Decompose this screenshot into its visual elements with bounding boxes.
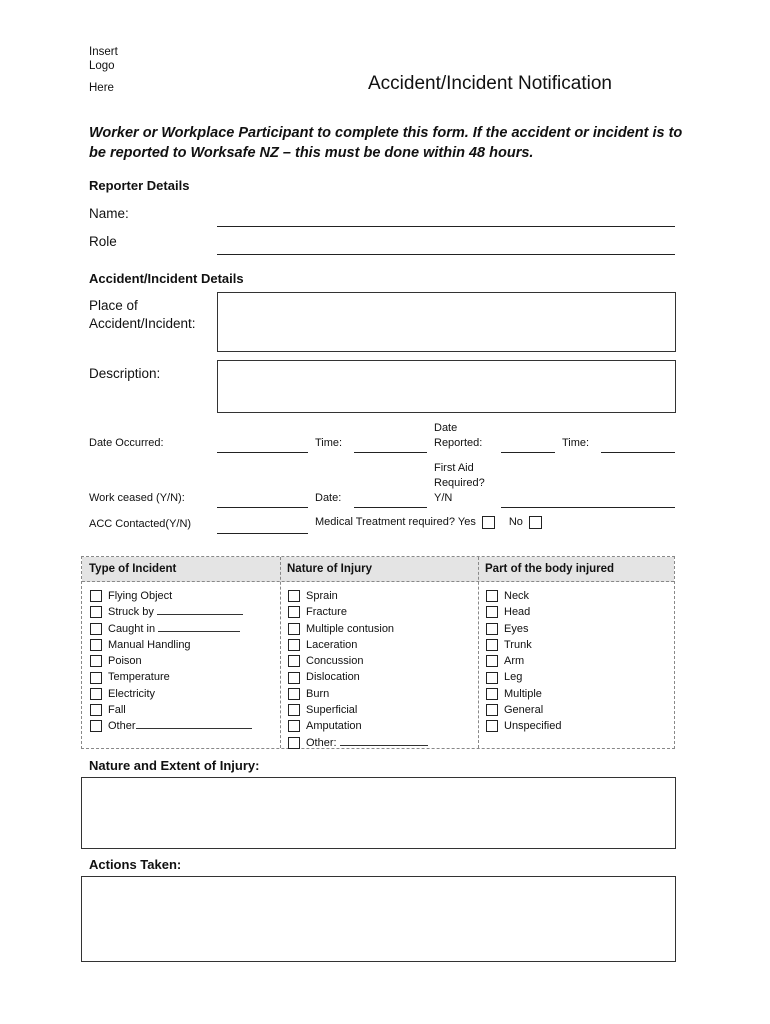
name-field[interactable] <box>217 226 675 227</box>
date-reported-label <box>434 421 482 450</box>
checkbox[interactable] <box>288 720 300 732</box>
checkbox[interactable] <box>90 606 102 618</box>
reporter-heading: Reporter Details <box>89 178 190 193</box>
page-title: Accident/Incident Notification <box>368 73 612 94</box>
checkbox[interactable] <box>486 623 498 635</box>
instruction-text: Worker or Workplace Participant to complete this form. If the accident or incident is to be reported to Worksafe NZ – this must be done within 48 hours. <box>89 125 683 161</box>
checkbox[interactable] <box>486 720 498 732</box>
list-item[interactable]: Flying Object <box>90 588 252 604</box>
list-item[interactable]: Electricity <box>90 686 252 702</box>
checkbox[interactable] <box>288 639 300 651</box>
date-occurred-field[interactable] <box>217 452 308 453</box>
checkbox[interactable] <box>486 688 498 700</box>
time-label-1: Time: <box>315 437 343 449</box>
list-item[interactable]: Eyes <box>486 621 561 637</box>
role-field[interactable] <box>217 254 675 255</box>
injury-classification-table <box>81 556 675 749</box>
checkbox[interactable] <box>90 639 102 651</box>
work-ceased-field[interactable] <box>217 507 308 508</box>
other-injury-blank[interactable] <box>340 735 428 746</box>
checkbox[interactable] <box>90 623 102 635</box>
checkbox[interactable] <box>90 672 102 684</box>
checkbox[interactable] <box>486 655 498 667</box>
first-aid-line-1: First Aid <box>434 462 474 474</box>
checkbox[interactable] <box>288 704 300 716</box>
checkbox[interactable] <box>288 606 300 618</box>
checkbox[interactable] <box>90 720 102 732</box>
place-label-line-2: Accident/Incident: <box>89 316 196 331</box>
list-item[interactable]: Sprain <box>288 588 428 604</box>
date-reported-line-2: Reported: <box>434 437 483 449</box>
checkbox[interactable] <box>486 704 498 716</box>
logo-line-1: Insert <box>89 46 118 58</box>
column-divider <box>280 557 281 748</box>
list-item[interactable]: Laceration <box>288 637 428 653</box>
role-label: Role <box>89 234 117 249</box>
checkbox[interactable] <box>288 688 300 700</box>
time-label-2: Time: <box>562 437 590 449</box>
list-item[interactable]: Arm <box>486 653 561 669</box>
list-item[interactable]: Amputation <box>288 718 428 734</box>
column-divider <box>478 557 479 748</box>
first-aid-label <box>434 461 485 506</box>
acc-contacted-field[interactable] <box>217 533 308 534</box>
list-item[interactable]: Struck by <box>90 604 252 620</box>
acc-contacted-label: ACC Contacted(Y/N) <box>89 518 192 530</box>
checkbox[interactable] <box>486 672 498 684</box>
first-aid-line-2: Required? <box>434 477 485 489</box>
list-item[interactable]: Dislocation <box>288 669 428 685</box>
list-item[interactable]: Manual Handling <box>90 637 252 653</box>
first-aid-line-3: Y/N <box>434 492 453 504</box>
checkbox[interactable] <box>486 639 498 651</box>
caught-in-blank[interactable] <box>158 621 240 632</box>
list-item[interactable]: Other: <box>288 735 428 751</box>
checkbox[interactable] <box>90 688 102 700</box>
list-item[interactable]: General <box>486 702 561 718</box>
list-item[interactable]: Caught in <box>90 621 252 637</box>
list-item[interactable]: Unspecified <box>486 718 561 734</box>
description-field[interactable] <box>217 360 676 413</box>
list-item[interactable]: Multiple <box>486 686 561 702</box>
checkbox[interactable] <box>288 623 300 635</box>
logo-line-2: Logo <box>89 60 115 72</box>
logo-placeholder <box>89 45 118 95</box>
other-incident-blank[interactable] <box>136 718 252 729</box>
date-occurred-label: Date Occurred: <box>89 437 164 449</box>
medical-treatment-row <box>315 515 548 529</box>
struck-by-blank[interactable] <box>157 604 243 615</box>
checkbox[interactable] <box>90 704 102 716</box>
actions-field[interactable] <box>81 876 676 962</box>
details-heading: Accident/Incident Details <box>89 271 244 286</box>
checkbox[interactable] <box>90 590 102 602</box>
list-item[interactable]: Superficial <box>288 702 428 718</box>
date-reported-field[interactable] <box>501 452 555 453</box>
time-field-1[interactable] <box>354 452 427 453</box>
checkbox[interactable] <box>486 606 498 618</box>
list-item[interactable]: Burn <box>288 686 428 702</box>
list-item[interactable]: Leg <box>486 669 561 685</box>
list-item[interactable]: Poison <box>90 653 252 669</box>
header-body-part: Part of the body injured <box>485 563 615 575</box>
nature-extent-heading: Nature and Extent of Injury: <box>89 758 260 773</box>
list-item[interactable]: Fall <box>90 702 252 718</box>
checkbox[interactable] <box>288 655 300 667</box>
time-field-2[interactable] <box>601 452 675 453</box>
date-label: Date: <box>315 492 342 504</box>
list-item[interactable]: Multiple contusion <box>288 621 428 637</box>
first-aid-field[interactable] <box>501 507 675 508</box>
checkbox[interactable] <box>288 672 300 684</box>
list-item[interactable]: Neck <box>486 588 561 604</box>
checkbox[interactable] <box>288 590 300 602</box>
work-ceased-label: Work ceased (Y/N): <box>89 492 185 504</box>
type-of-incident-list <box>90 588 252 735</box>
list-item[interactable]: Temperature <box>90 669 252 685</box>
list-item[interactable]: Head <box>486 604 561 620</box>
header-type-of-incident: Type of Incident <box>89 563 177 575</box>
date-reported-line-1: Date <box>434 422 458 434</box>
list-item[interactable]: Fracture <box>288 604 428 620</box>
logo-line-3: Here <box>89 82 114 94</box>
list-item[interactable]: Other <box>90 718 252 734</box>
nature-extent-field[interactable] <box>81 777 676 849</box>
medical-treatment-label: Medical Treatment required? Yes <box>315 516 476 528</box>
checkbox[interactable] <box>90 655 102 667</box>
description-label: Description: <box>89 366 161 381</box>
place-label-line-1: Place of <box>89 298 138 313</box>
place-field[interactable] <box>217 292 676 352</box>
actions-heading: Actions Taken: <box>89 857 182 872</box>
medical-no-label: No <box>508 516 523 528</box>
list-item[interactable]: Concussion <box>288 653 428 669</box>
medical-yes-checkbox[interactable] <box>482 516 495 529</box>
name-label: Name: <box>89 206 129 221</box>
body-part-list <box>486 588 561 735</box>
place-label <box>89 297 196 333</box>
date-field[interactable] <box>354 507 427 508</box>
checkbox[interactable] <box>486 590 498 602</box>
checkbox[interactable] <box>288 737 300 749</box>
medical-no-checkbox[interactable] <box>529 516 542 529</box>
nature-of-injury-list <box>288 588 428 751</box>
header-nature-of-injury: Nature of Injury <box>287 563 372 575</box>
list-item[interactable]: Trunk <box>486 637 561 653</box>
